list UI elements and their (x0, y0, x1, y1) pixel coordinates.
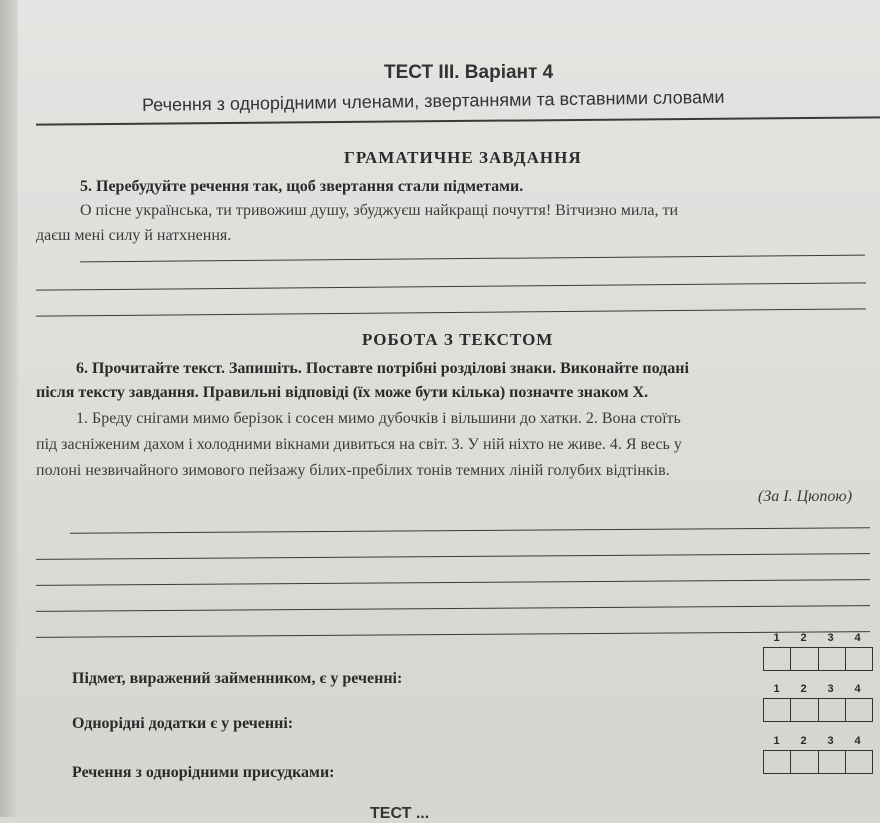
next-test-heading-cut: ТЕСТ ... (370, 805, 430, 822)
box-number: 1 (773, 735, 780, 747)
box-number: 4 (854, 683, 861, 695)
answer-checkbox[interactable] (846, 751, 872, 773)
box-number: 3 (827, 735, 834, 747)
box-number: 4 (854, 735, 861, 747)
answer-line[interactable] (36, 631, 870, 638)
answer-checkbox[interactable] (764, 648, 791, 670)
test-title: ТЕСТ III. Варіант 4 (384, 62, 554, 83)
reading-text-line-2: під засніженим дахом і холодними вікнами дивиться на світ. 3. У ній ніхто не живе. 4. Я весь у (36, 436, 682, 453)
answer-checkbox[interactable] (791, 648, 818, 670)
box-number: 1 (773, 632, 780, 644)
grammar-heading: ГРАМАТИЧНЕ ЗАВДАННЯ (344, 148, 582, 167)
answer-line[interactable] (70, 527, 870, 534)
answer-checkbox[interactable] (819, 699, 846, 721)
answer-checkbox[interactable] (764, 751, 791, 773)
answer-boxes-3 (763, 735, 873, 774)
answer-label-1: Підмет, виражений займенником, є у реченні: (72, 670, 403, 687)
task-5-text-line-2: даєш мені силу й натхнення. (36, 227, 232, 244)
answer-boxes-2 (763, 683, 873, 722)
box-number: 3 (827, 632, 834, 644)
answer-checkbox[interactable] (764, 699, 791, 721)
answer-checkbox[interactable] (819, 648, 846, 670)
answer-line[interactable] (36, 282, 866, 290)
answer-line[interactable] (36, 605, 870, 612)
answer-line[interactable] (80, 255, 865, 263)
box-number: 1 (773, 683, 780, 695)
text-source: (За І. Цюпою) (758, 488, 853, 505)
page-edge-shadow (0, 0, 18, 817)
box-number: 3 (827, 683, 834, 695)
answer-line[interactable] (36, 553, 870, 560)
answer-label-2: Однорідні додатки є у реченні: (72, 715, 294, 732)
text-work-heading: РОБОТА З ТЕКСТОМ (362, 330, 554, 349)
answer-line[interactable] (36, 579, 870, 586)
task-6-line-2: після тексту завдання. Правильні відповіді (їх може бути кілька) позначте знаком Х. (36, 384, 649, 401)
reading-text-line-3: полоні незвичайного зимового пейзажу білих-пребілих тонів темних ліній голубих відтінків. (36, 462, 670, 479)
answer-label-3: Речення з однорідними присудками: (72, 764, 335, 781)
box-number: 2 (800, 735, 807, 747)
answer-line[interactable] (36, 308, 866, 316)
answer-checkbox[interactable] (846, 699, 872, 721)
box-number: 4 (854, 632, 861, 644)
reading-text-line-1: 1. Бреду снігами мимо берізок і сосен мимо дубочків і вільшини до хатки. 2. Вона стоїть (76, 410, 681, 427)
box-number: 2 (800, 632, 807, 644)
answer-checkbox[interactable] (791, 751, 818, 773)
task-5-title: 5. Перебудуйте речення так, щоб звертання стали підметами. (80, 178, 524, 195)
answer-boxes-1 (763, 632, 873, 671)
header-rule (36, 116, 880, 125)
box-number: 2 (800, 683, 807, 695)
answer-checkbox[interactable] (846, 648, 872, 670)
task-5-text-line-1: О пісне українська, ти тривожиш душу, збуджуєш найкращі почуття! Вітчизно мила, ти (80, 202, 679, 219)
task-6-line-1: 6. Прочитайте текст. Запишіть. Поставте потрібні розділові знаки. Виконайте подані (76, 360, 689, 377)
answer-checkbox[interactable] (819, 751, 846, 773)
test-subtitle: Речення з однорідними членами, звертаннями та вставними словами (141, 86, 725, 115)
answer-checkbox[interactable] (791, 699, 818, 721)
